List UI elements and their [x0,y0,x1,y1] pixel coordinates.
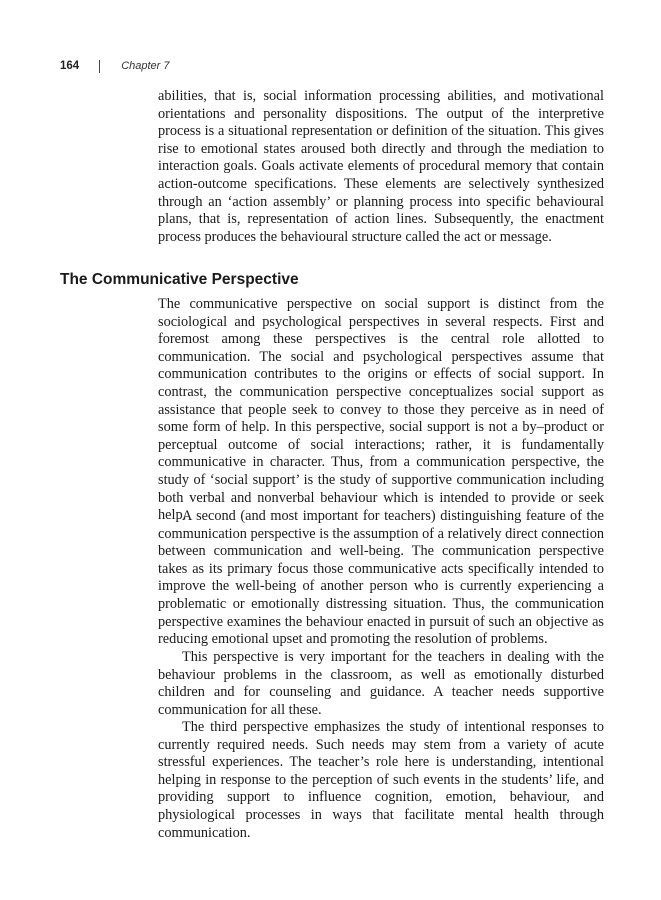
section-paragraph-1: The communicative perspective on social support is distinct from the sociological and psychological perspectives in several respects. First and foremost among these perspectives is the central role allotted to communication. The social and psychological perspectives assume that communication contributes to the origins or effects of social support. In contrast, the communication perspective conceptualizes social support as assistance that people seek to convey to those they perceive as in need of some form of help. In this perspective, social support is not a by–product or perceptual outcome of social interactions; rather, it is fundamentally communicative in character. Thus, from a communication perspective, the study of ‘social support’ is the study of supportive communication including both verbal and nonverbal behaviour which is intended to provide or seek help. [158,296,604,524]
section-paragraph-3: This perspective is very important for the teachers in dealing with the behaviour problems in the classroom, as well as emotionally disturbed children and for counseling and guidance. A teacher needs supportive communication for all these. [158,649,604,718]
page-number: 164 [60,60,80,72]
running-head [60,58,170,74]
intro-paragraph: abilities, that is, social information processing abilities, and motivational orientations and personality dispositions. The output of the interpretive process is a situational representation or definition of the situation. This gives rise to emotional states aroused both directly and through the mediation to interaction goals. Goals activate elements of procedural memory that contain action-outcome specifications. These elements are selectively synthesized through an ‘action assembly’ or planning process into specific behavioural plans, that is, representation of action lines. Subsequently, the enactment process produces the behavioural structure called the act or message. [158,88,604,245]
chapter-label: Chapter 7 [121,60,170,72]
section-paragraph-2: A second (and most important for teachers) distinguishing feature of the communication perspective is the assumption of a relatively direct connection between communication and well-being. The communication perspective takes as its primary focus those communicative acts specifically intended to improve the well-being of another person who is currently experiencing a problematic or emotionally distressing situation. Thus, the communication perspective examines the behaviour enacted in pursuit of such an objective as reducing emotional upset and promoting the resolution of problems. [158,508,604,648]
section-heading: The Communicative Perspective [60,271,299,288]
header-divider [99,60,100,73]
section-paragraph-4: The third perspective emphasizes the study of intentional responses to currently required needs. Such needs may stem from a variety of acute stressful experiences. The teacher’s role here is understanding, intentional helping in response to the perception of such events in the students’ life, and providing support to influence cognition, emotion, behaviour, and physiological processes in ways that facilitate mental health through communication. [158,719,604,841]
